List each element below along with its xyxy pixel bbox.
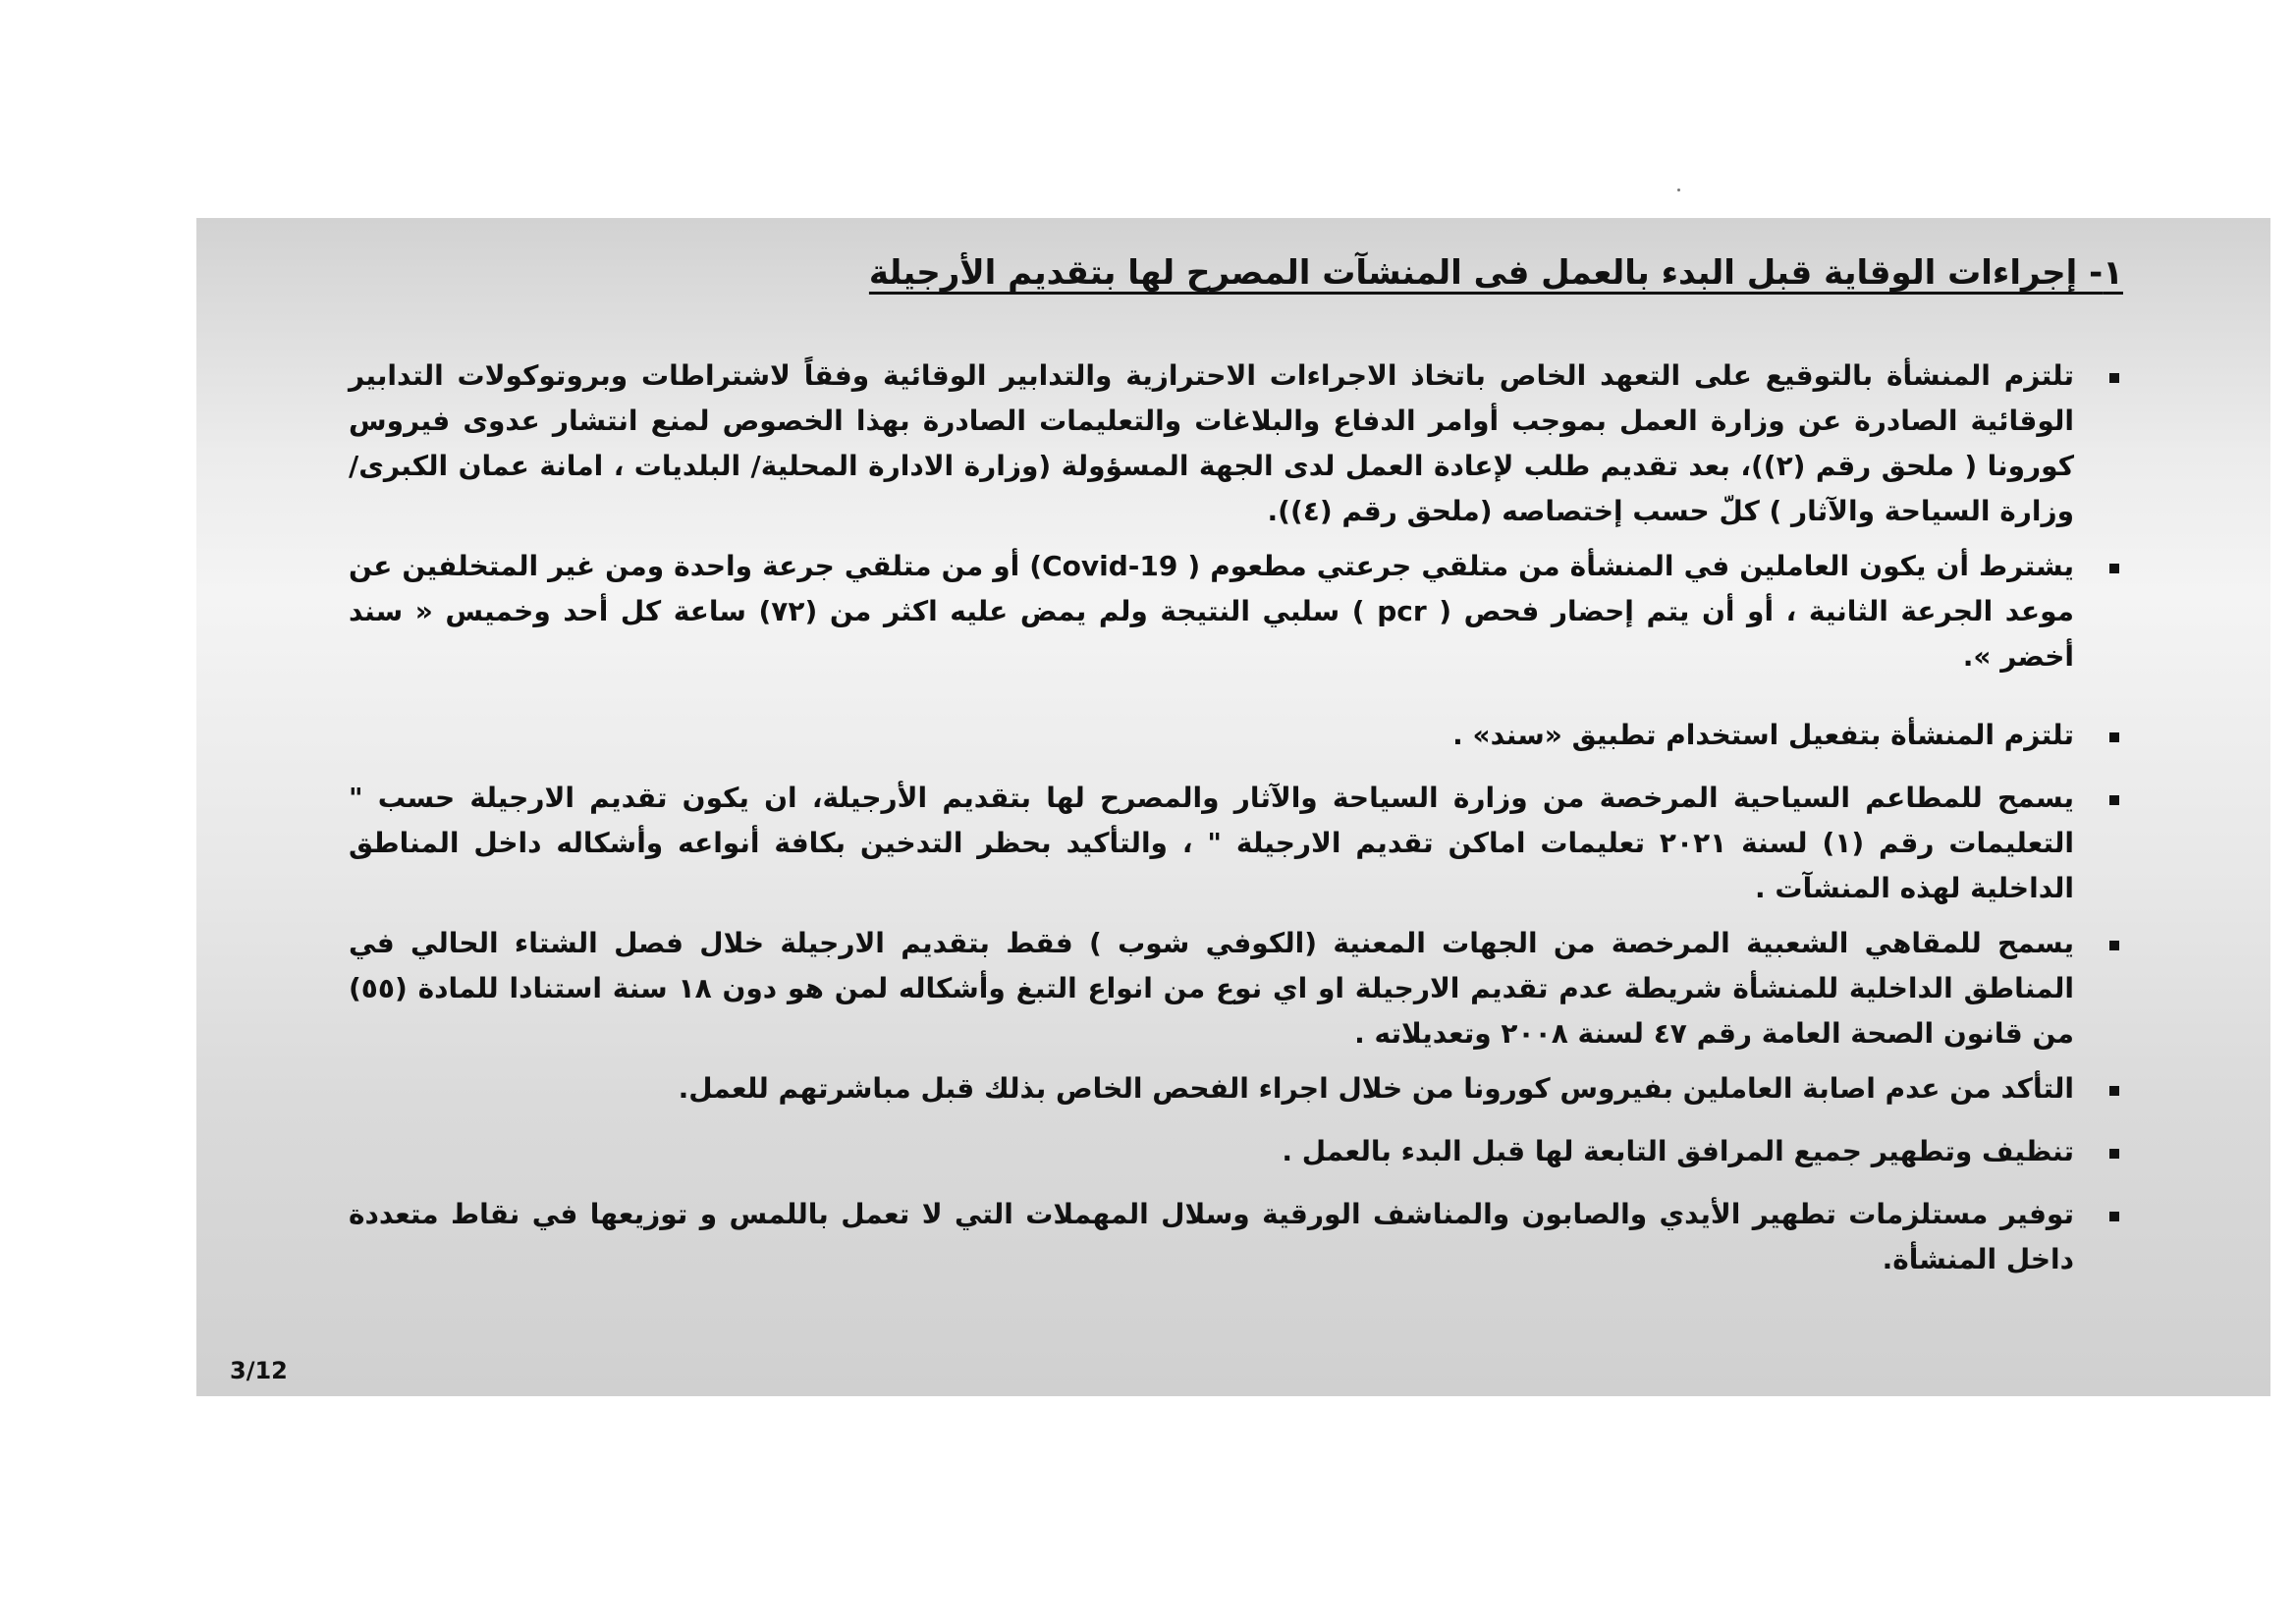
square-bullet-icon: [2109, 1212, 2119, 1221]
square-bullet-icon: [2109, 564, 2119, 573]
list-item-text: تلتزم المنشأة بالتوقيع على التعهد الخاص باتخاذ الاجراءات الاحترازية والتدابير الوقائية وفقاً لاشتراطات وبروتوكولات التدابير الوقائية الصادرة عن وزارة العمل بموجب أوامر الدفاع والبلاغات والتعليمات الصادرة بهذا الخصوص لمنع انتشار عدوى فيروس كورونا ( ملحق رقم (٢))، بعد تقديم طلب لإعادة العمل لدى الجهة المسؤولة (وزارة الادارة المحلية/ البلديات ، امانة عمان الكبرى/ وزارة السياحة والآثار ) كلّ حسب إختصاصه (ملحق رقم (٤)).: [349, 359, 2074, 527]
list-item: [349, 1192, 2123, 1282]
list-item: [349, 713, 2123, 758]
list-item-text: تنظيف وتطهير جميع المرافق التابعة لها قبل البدء بالعمل .: [1282, 1135, 2074, 1167]
square-bullet-icon: [2109, 1086, 2119, 1096]
list-item: [349, 353, 2123, 534]
square-bullet-icon: [2109, 1149, 2119, 1159]
list-item-text: يشترط أن يكون العاملين في المنشأة من متلقي جرعتي مطعوم ( Covid-19) أو من متلقي جرعة واحدة ومن غير المتخلفين عن موعد الجرعة الثانية ، أو أن يتم إحضار فحص ( pcr ) سلبي النتيجة ولم يمض عليه اكثر من (٧٢) ساعة كل أحد وخميس « سند أخضر ».: [349, 550, 2075, 673]
list-item-text: تلتزم المنشأة بتفعيل استخدام تطبيق «سند» .: [1452, 719, 2074, 751]
list-item-text: يسمح للمطاعم السياحية المرخصة من وزارة السياحة والآثار والمصرح لها بتقديم الأرجيلة، ان يكون تقديم الارجيلة حسب " التعليمات رقم (١) لسنة ٢٠٢١ تعليمات اماكن تقديم الارجيلة " ، والتأكيد بحظر التدخين بكافة أنواعه وأشكاله داخل المناطق الداخلية لهذه المنشآت .: [349, 782, 2074, 904]
square-bullet-icon: [2109, 373, 2119, 383]
list-item: [349, 776, 2123, 911]
list-item: [349, 921, 2123, 1056]
list-item: [349, 1066, 2123, 1111]
list-item-text: التأكد من عدم اصابة العاملين بفيروس كورونا من خلال اجراء الفحص الخاص بذلك قبل مباشرتهم للعمل.: [678, 1072, 2074, 1105]
list-item-text: توفير مستلزمات تطهير الأيدي والصابون والمناشف الورقية وسلال المهملات التي لا تعمل باللمس و توزيعها في نقاط متعددة داخل المنشأة.: [349, 1198, 2074, 1275]
square-bullet-icon: [2109, 941, 2119, 950]
scan-speck: [1677, 189, 1680, 191]
square-bullet-icon: [2109, 795, 2119, 805]
square-bullet-icon: [2109, 732, 2119, 742]
page-number: 3/12: [230, 1357, 288, 1384]
list-item: [349, 1129, 2123, 1174]
list-item-text: يسمح للمقاهي الشعبية المرخصة من الجهات المعنية (الكوفي شوب ) فقط بتقديم الارجيلة خلال فصل الشتاء الحالي في المناطق الداخلية للمنشأة شريطة عدم تقديم الارجيلة او اي نوع من انواع التبغ وأشكاله لمن هو دون ١٨ سنة استنادا للمادة (٥٥) من قانون الصحة العامة رقم ٤٧ لسنة ٢٠٠٨ وتعديلاته .: [349, 927, 2075, 1050]
list-item: [349, 544, 2123, 679]
measures-list: [349, 353, 2123, 1292]
document-slide: [196, 218, 2270, 1396]
section-heading: ١- إجراءات الوقاية قبل البدء بالعمل فى المنشآت المصرح لها بتقديم الأرجيلة: [868, 253, 2123, 293]
